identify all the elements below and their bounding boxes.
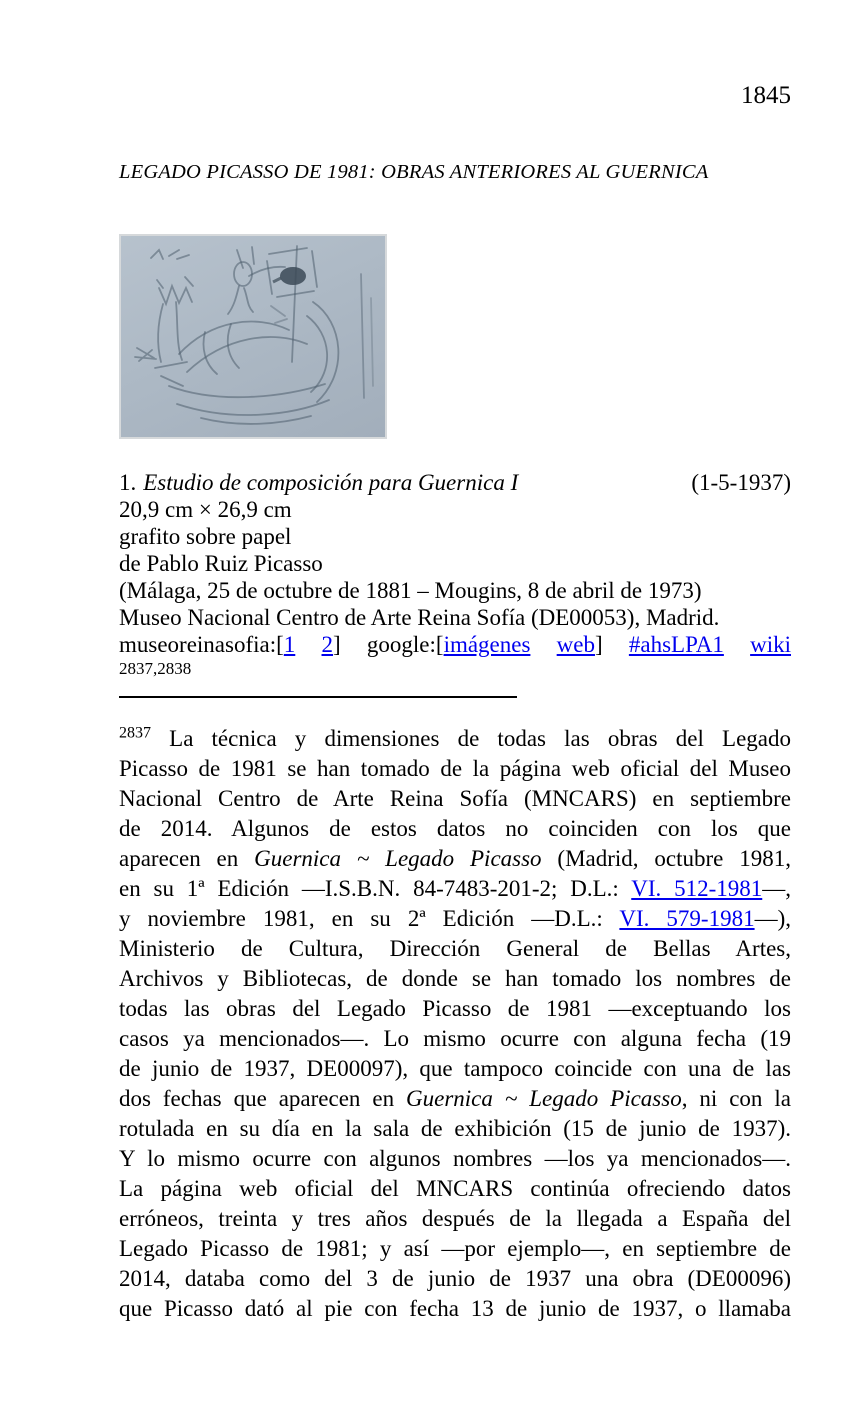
footnote-line <box>119 1144 791 1174</box>
footnote-line <box>119 1204 791 1234</box>
text-segment: Y lo mismo ocurre con algunos nombres —los ya mencionados—. <box>119 1146 791 1171</box>
catalog-number: 1. <box>119 470 137 495</box>
caption-left <box>119 469 518 496</box>
footnote-line <box>119 1234 791 1264</box>
text-segment: que Picasso dató al pie con fecha 13 de junio de 1937, o llamaba <box>119 1296 791 1321</box>
artwork-title: Estudio de composición para Guernica I <box>143 470 519 495</box>
text-segment: de 2014. Algunos de estos datos no coinciden con los que <box>119 816 791 841</box>
link-google-imagenes[interactable]: imágenes <box>443 632 531 657</box>
footnote-references: 2837,2838 <box>119 659 192 678</box>
link-dl-vi-579-1981[interactable]: VI. 579-1981 <box>619 906 755 931</box>
text-segment: La técnica y dimensiones de todas las obras del Legado <box>151 726 791 751</box>
text-segment: casos ya mencionados—. Lo mismo ocurre con alguna fecha (19 <box>119 1026 791 1051</box>
link-wiki[interactable]: wiki <box>750 632 791 657</box>
text-segment: museoreinasofia:[ <box>119 632 284 657</box>
text-segment <box>530 632 556 657</box>
detail-line: (Málaga, 25 de octubre de 1881 – Mougins, 8 de abril de 1973) <box>119 578 702 603</box>
footnote-line <box>119 994 791 1024</box>
caption-line <box>119 469 791 496</box>
footnote-line <box>119 1024 791 1054</box>
artwork-details <box>119 496 791 631</box>
footnote-line <box>119 724 791 754</box>
text-segment: aparecen en <box>119 846 255 871</box>
text-segment: en su 1ª Edición —I.S.B.N. 84-7483-201-2; D.L.: <box>119 876 632 901</box>
artwork-date: (1-5-1937) <box>691 470 791 495</box>
footnote-line <box>119 874 791 904</box>
footnote-line <box>119 1174 791 1204</box>
detail-line: 20,9 cm × 26,9 cm <box>119 497 292 522</box>
footnote-line <box>119 1294 791 1324</box>
text-segment: —, <box>762 876 791 901</box>
footnote-line <box>119 964 791 994</box>
artwork-sketch-image <box>121 236 385 437</box>
detail-line: de Pablo Ruiz Picasso <box>119 551 323 576</box>
running-header: LEGADO PICASSO DE 1981: OBRAS ANTERIORES AL GUERNICA <box>119 161 709 183</box>
text-segment <box>295 632 321 657</box>
footnote-marker: 2837 <box>119 724 151 742</box>
text-segment: de junio de 1937, DE00097), que tampoco coincide con una de las <box>119 1056 791 1081</box>
text-segment: erróneos, treinta y tres años después de la llegada a España del <box>119 1206 791 1231</box>
footnote-line <box>119 1114 791 1144</box>
detail-line: grafito sobre papel <box>119 524 292 549</box>
page-number: 1845 <box>741 82 791 109</box>
text-segment: —), <box>754 906 791 931</box>
footnote-line <box>119 844 791 874</box>
text-segment: Guernica ~ Legado Picasso <box>254 846 542 871</box>
link-dl-vi-512-1981[interactable]: VI. 512-1981 <box>631 876 763 901</box>
text-segment: google:[ <box>366 632 444 657</box>
text-segment: Guernica ~ Legado Picasso <box>406 1086 682 1111</box>
footnote-line <box>119 814 791 844</box>
link-museoreinasofia-1[interactable]: 1 <box>283 632 296 657</box>
link-google-web[interactable]: web <box>556 632 595 657</box>
footnote-line <box>119 1084 791 1114</box>
text-segment: 2014, databa como del 3 de junio de 1937 una obra (DE00096) <box>119 1266 791 1291</box>
text-segment: y noviembre 1981, en su 2ª Edición —D.L.: <box>119 906 620 931</box>
text-segment: , ni con la <box>681 1086 791 1111</box>
text-segment: Ministerio de Cultura, Dirección General de Bellas Artes, <box>119 936 791 961</box>
footnote-line <box>119 784 791 814</box>
text-segment: ] <box>333 632 367 657</box>
caption-block <box>119 469 791 680</box>
text-segment: Legado Picasso de 1981; y así —por ejemplo—, en septiembre de <box>119 1236 791 1261</box>
text-segment <box>724 632 750 657</box>
footnote-line <box>119 754 791 784</box>
text-segment: dos fechas que aparecen en <box>119 1086 407 1111</box>
text-segment: Picasso de 1981 se han tomado de la página web oficial del Museo <box>119 756 791 781</box>
text-segment: ] <box>594 632 629 657</box>
text-segment: todas las obras del Legado Picasso de 1981 —exceptuando los <box>119 996 791 1021</box>
text-segment: (Madrid, octubre 1981, <box>541 846 791 871</box>
links-line <box>119 631 791 658</box>
artwork-photo <box>119 234 387 439</box>
detail-line: Museo Nacional Centro de Arte Reina Sofía (DE00053), Madrid. <box>119 605 720 630</box>
text-segment: Archivos y Bibliotecas, de donde se han tomado los nombres de <box>119 966 791 991</box>
sketch-lamp-blob <box>280 267 306 285</box>
footnote-line <box>119 1264 791 1294</box>
footnote-line <box>119 1054 791 1084</box>
link-museoreinasofia-2[interactable]: 2 <box>321 632 334 657</box>
footnote-separator <box>119 696 517 698</box>
text-segment: Nacional Centro de Arte Reina Sofía (MNCARS) en septiembre <box>119 786 791 811</box>
link-ahslpa1[interactable]: #ahsLPA1 <box>628 632 724 657</box>
footnote <box>119 724 791 1324</box>
footnote-line <box>119 934 791 964</box>
footnote-line <box>119 904 791 934</box>
text-segment: rotulada en su día en la sala de exhibición (15 de junio de 1937). <box>119 1116 791 1141</box>
text-segment: La página web oficial del MNCARS continúa ofreciendo datos <box>119 1176 791 1201</box>
